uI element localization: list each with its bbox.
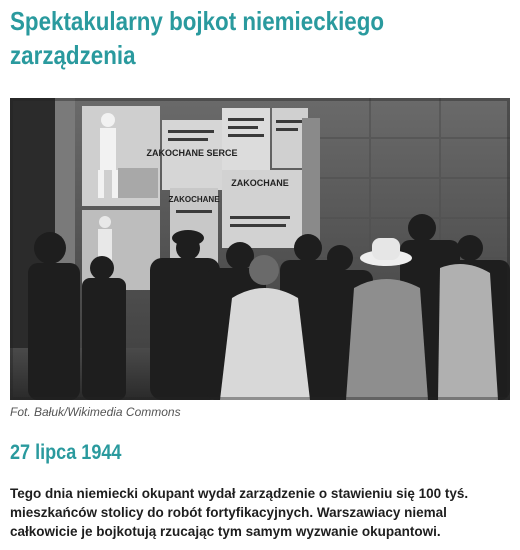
poster-text-1: ZAKOCHANE SERCE bbox=[146, 148, 238, 158]
event-date-heading: 27 lipca 1944 bbox=[10, 441, 122, 464]
article-photo bbox=[10, 98, 510, 400]
poster-text-2: ZAKOCHANE bbox=[231, 178, 289, 188]
historical-photo-illustration bbox=[10, 98, 510, 400]
poster-text-3: ZAKOCHANE bbox=[168, 195, 220, 204]
article-body-text: Tego dnia niemiecki okupant wydał zarządzenie o stawieniu się 100 tyś. mieszkańców stolicy do robót fortyfikacyjnych. Warszawiacy niemal całkowicie je bojkotują rzucając tym samym wyzwanie okupantowi. bbox=[10, 486, 469, 539]
article-title: Spektakularny bojkot niemieckiego zarządzenia bbox=[10, 6, 385, 70]
photo-caption: Fot. Bałuk/Wikimedia Commons bbox=[10, 405, 181, 419]
